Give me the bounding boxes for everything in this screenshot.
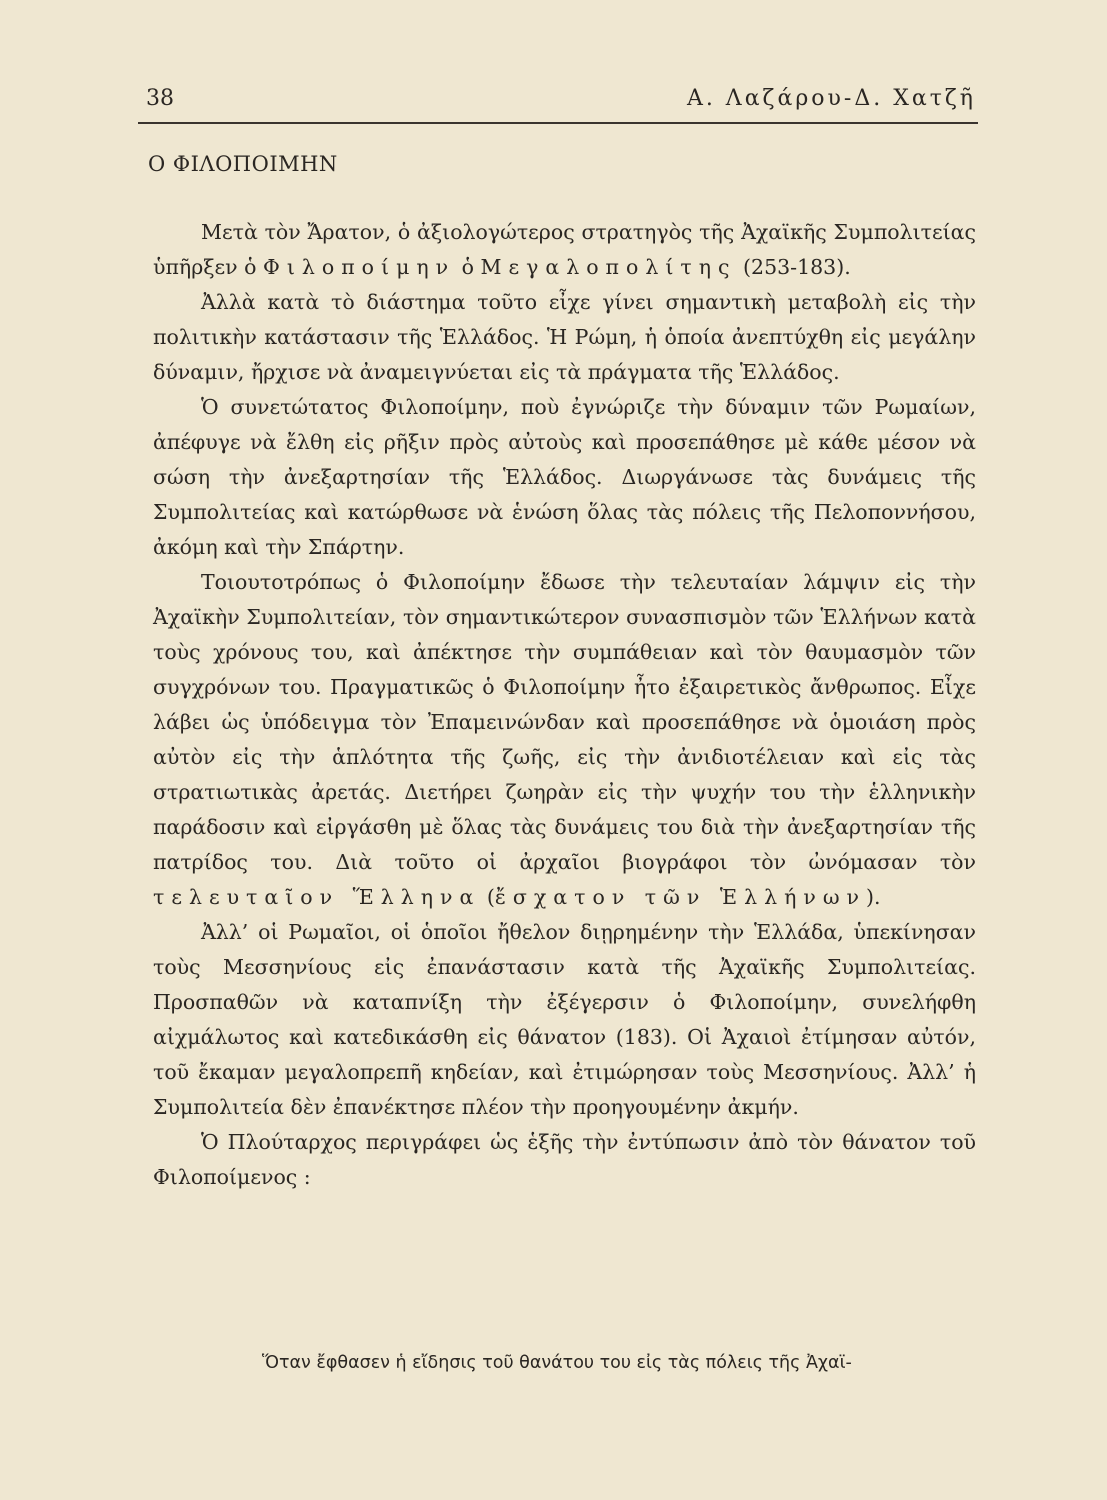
running-head: Α. Λαζάρου-Δ. Χατζῆ <box>686 86 976 111</box>
page-number: 38 <box>146 86 174 111</box>
spaced-name-megalopolites: Μεγαλοπολίτης <box>480 255 737 279</box>
page-header <box>146 86 976 120</box>
quotation-start: Ὅταν ἔφθασεν ἡ εἴδησις τοῦ θανάτου του εἰς τὰς πόλεις τῆς Ἀχαϊ- <box>262 1353 852 1373</box>
spaced-phrase-last-hellene: τελευταῖον Ἕλληνα <box>153 885 481 909</box>
paragraph-2: Ἀλλὰ κατὰ τὸ διάστημα τοῦτο εἶχε γίνει σημαντικὴ μεταβολὴ εἰς τὴν πολιτικὴν κατάστασιν τῆς Ἑλλάδος. Ἡ Ρώμη, ἡ ὁποία ἀνεπτύχθη εἰς μεγάλην δύναμιν, ἤρχισε νὰ ἀναμειγνύεται εἰς τὰ πράγματα τῆς Ἑλλάδος. <box>153 290 976 384</box>
spaced-phrase-last-of-hellenes: ἔσχατον τῶν Ἑλλήνων <box>494 885 867 909</box>
body-text <box>153 215 976 1195</box>
paragraph-4-paren-open: ( <box>480 885 495 909</box>
paragraph-1-text: Μετὰ τὸν Ἄρατον, ὁ ἀξιολογώτερος στρατηγὸς τῆς Ἀχαϊκῆς Συμπολιτείας ὑπῆρξεν ὁ <box>153 220 976 279</box>
header-rule <box>138 122 978 124</box>
section-title: Ο ΦΙΛΟΠΟΙΜΗΝ <box>148 152 338 176</box>
paragraph-1-dates: (253-183). <box>736 255 851 279</box>
paragraph-1-text-b: ὁ <box>455 255 481 279</box>
paragraph-4-text: Τοιουτοτρόπως ὁ Φιλοποίμην ἔδωσε τὴν τελευταίαν λάμψιν εἰς τὴν Ἀχαϊκὴν Συμπολιτείαν, τὸν σημαντικώτερον συνασπισμὸν τῶν Ἑλλήνων κατὰ τοὺς χρόνους του, καὶ ἀπέκτησε τὴν συμπάθειαν καὶ τὸν θαυμασμὸν τῶν συγχρόνων του. Πραγματικῶς ὁ Φιλοποίμην ἦτο ἐξαιρετικὸς ἄνθρωπος. Εἶχε λάβει ὡς ὑπόδειγμα τὸν Ἐπαμεινώνδαν καὶ προσεπάθησε νὰ ὁμοιάση πρὸς αὐτὸν εἰς τὴν ἁπλότητα τῆς ζωῆς, εἰς τὴν ἀνιδιοτέλειαν καὶ εἰς τὰς στρατιωτικὰς ἀρετάς. Διετήρει ζωηρὰν εἰς τὴν ψυχήν του τὴν ἑλληνικὴν παράδοσιν καὶ εἰργάσθη μὲ ὅλας τὰς δυνάμεις του διὰ τὴν ἀνεξαρτησίαν τῆς πατρίδος του. Διὰ τοῦτο οἱ ἀρχαῖοι βιογράφοι τὸν ὠνόμασαν τὸν <box>153 570 976 874</box>
paragraph-3: Ὁ συνετώτατος Φιλοποίμην, ποὺ ἐγνώριζε τὴν δύναμιν τῶν Ρωμαίων, ἀπέφυγε νὰ ἔλθη εἰς ρῆξιν πρὸς αὐτοὺς καὶ προσεπάθησε μὲ κάθε μέσον νὰ σώση τὴν ἀνεξαρτησίαν τῆς Ἑλλάδος. Διωργάνωσε τὰς δυνάμεις τῆς Συμπολιτείας καὶ κατώρθωσε νὰ ἑνώση ὅλας τὰς πόλεις τῆς Πελοποννήσου, ἀκόμη καὶ τὴν Σπάρτην. <box>153 395 976 559</box>
paragraph-4 <box>153 565 976 915</box>
paragraph-6: Ὁ Πλούταρχος περιγράφει ὡς ἑξῆς τὴν ἐντύπωσιν ἀπὸ τὸν θάνατον τοῦ Φιλοποίμενος : <box>153 1130 976 1189</box>
spaced-name-philopoimen: Φιλοποίμην <box>263 255 456 279</box>
paragraph-1 <box>153 215 976 285</box>
paragraph-5: Ἀλλ’ οἱ Ρωμαῖοι, οἱ ὁποῖοι ἤθελον διῃρημένην τὴν Ἑλλάδα, ὑπεκίνησαν τοὺς Μεσσηνίους εἰς ἐπανάστασιν κατὰ τῆς Ἀχαϊκῆς Συμπολιτείας. Προσπαθῶν νὰ καταπνίξη τὴν ἐξέγερσιν ὁ Φιλοποίμην, συνελήφθη αἰχμάλωτος καὶ κατεδικάσθη εἰς θάνατον (183). Οἱ Ἀχαιοὶ ἐτίμησαν αὐτόν, τοῦ ἔκαμαν μεγαλοπρεπῆ κηδείαν, καὶ ἐτιμώρησαν τοὺς Μεσσηνίους. Ἀλλ’ ἡ Συμπολιτεία δὲν ἐπανέκτησε πλέον τὴν προηγουμένην ἀκμήν. <box>153 920 976 1119</box>
paragraph-4-paren-close: ). <box>866 885 881 909</box>
